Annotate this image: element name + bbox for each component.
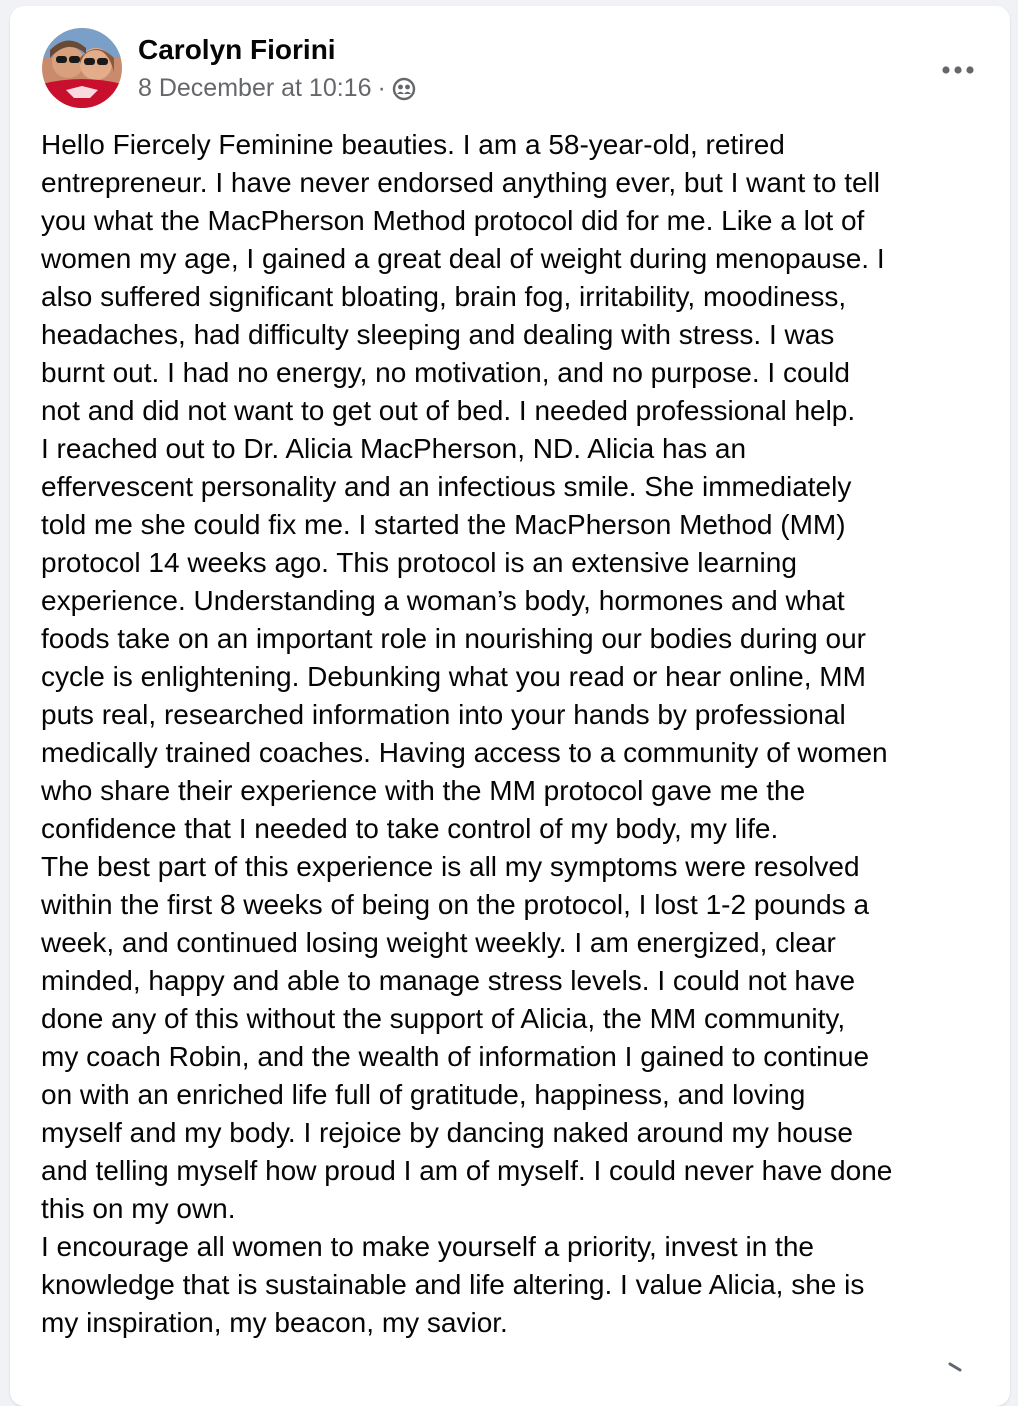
- post-timestamp[interactable]: 8 December at 10:16: [138, 74, 372, 102]
- post-text-line: done any of this without the support of Alicia, the MM community,: [41, 1003, 846, 1034]
- post-text-line: my coach Robin, and the wealth of information I gained to continue: [41, 1041, 870, 1072]
- post-text-line: told me she could fix me. I started the MacPherson Method (MM): [41, 509, 846, 540]
- post-text-line: knowledge that is sustainable and life altering. I value Alicia, she is: [41, 1269, 865, 1300]
- chevron-right-icon[interactable]: [940, 1356, 970, 1376]
- post-card: [10, 6, 1010, 1406]
- post-text-line: week, and continued losing weight weekly. I am energized, clear: [41, 927, 836, 958]
- post-text-line: you what the MacPherson Method protocol did for me. Like a lot of: [41, 205, 865, 236]
- post-text-line: headaches, had difficulty sleeping and dealing with stress. I was: [41, 319, 835, 350]
- post-text-line: within the first 8 weeks of being on the protocol, I lost 1-2 pounds a: [41, 889, 870, 920]
- author-name[interactable]: Carolyn Fiorini: [138, 34, 336, 65]
- post-text-line: Hello Fiercely Feminine beauties. I am a 58-year-old, retired: [41, 129, 785, 160]
- post-text-line: The best part of this experience is all my symptoms were resolved: [41, 851, 860, 882]
- post-text-line: I encourage all women to make yourself a priority, invest in the: [41, 1231, 814, 1262]
- post-text-line: puts real, researched information into your hands by professional: [41, 699, 846, 730]
- post-text-line: medically trained coaches. Having access to a community of women: [41, 737, 888, 768]
- meta-separator: ·: [377, 74, 386, 102]
- post-text-line: minded, happy and able to manage stress levels. I could not have: [41, 965, 856, 996]
- post-text-line: women my age, I gained a great deal of weight during menopause. I: [41, 243, 885, 274]
- group-audience-icon[interactable]: [392, 77, 416, 101]
- post-text-line: cycle is enlightening. Debunking what you read or hear online, MM: [41, 661, 866, 692]
- post-text-line: confidence that I needed to take control of my body, my life.: [41, 813, 779, 844]
- post-text-line: myself and my body. I rejoice by dancing naked around my house: [41, 1117, 853, 1148]
- post-text-line: on with an enriched life full of gratitude, happiness, and loving: [41, 1079, 806, 1110]
- post-text-line: also suffered significant bloating, brain fog, irritability, moodiness,: [41, 281, 847, 312]
- post-meta: [138, 74, 416, 103]
- post-text-line: this on my own.: [41, 1193, 236, 1224]
- post-text-line: not and did not want to get out of bed. I needed professional help.: [41, 395, 856, 426]
- post-text: [41, 126, 991, 1342]
- post-text-line: I reached out to Dr. Alicia MacPherson, ND. Alicia has an: [41, 433, 747, 464]
- post-header: [40, 28, 980, 108]
- post-text-line: burnt out. I had no energy, no motivation, and no purpose. I could: [41, 357, 850, 388]
- post-text-line: experience. Understanding a woman’s body, hormones and what: [41, 585, 845, 616]
- post-text-line: entrepreneur. I have never endorsed anything ever, but I want to tell: [41, 167, 880, 198]
- more-options-icon: [940, 63, 976, 81]
- post-text-line: effervescent personality and an infectious smile. She immediately: [41, 471, 852, 502]
- post-text-line: foods take on an important role in nourishing our bodies during our: [41, 623, 866, 654]
- post-text-line: protocol 14 weeks ago. This protocol is an extensive learning: [41, 547, 797, 578]
- post-text-line: my inspiration, my beacon, my savior.: [41, 1307, 508, 1338]
- author-avatar[interactable]: [42, 28, 122, 108]
- post-text-line: and telling myself how proud I am of myself. I could never have done: [41, 1155, 893, 1186]
- more-options-button[interactable]: [936, 50, 980, 94]
- post-text-line: who share their experience with the MM protocol gave me the: [41, 775, 806, 806]
